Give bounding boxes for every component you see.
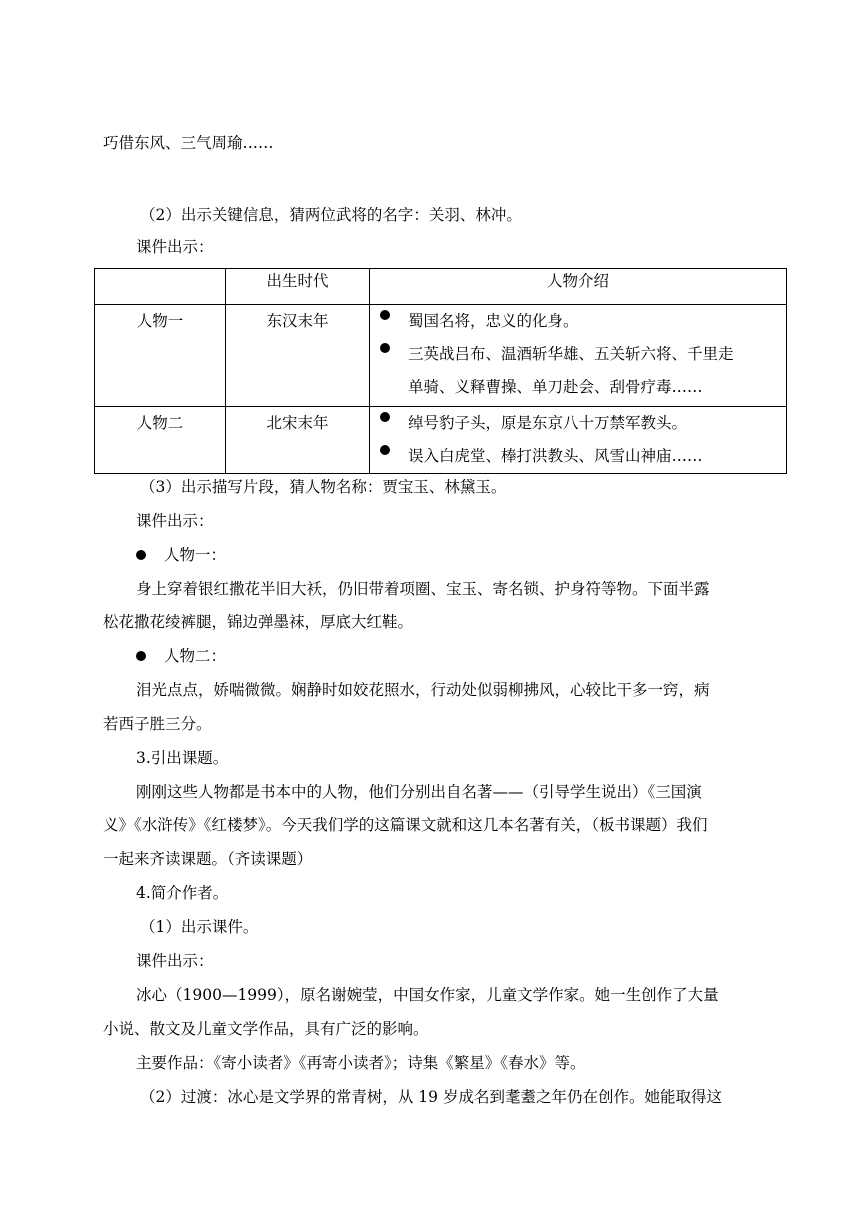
bullet-icon: [380, 412, 390, 422]
bullet-text: 绰号豹子头，原是东京八十万禁军教头。: [408, 414, 688, 432]
bullet-text: 误入白虎堂、棒打洪教头、风雪山神庙……: [408, 447, 703, 465]
section-heading: 4.简介作者。: [136, 884, 229, 902]
birth-era: 东汉末年: [266, 312, 329, 330]
character-name: 人物一: [136, 312, 184, 330]
bullet-icon: [136, 550, 146, 560]
bullet-text: 人物二：: [164, 647, 227, 665]
paragraph-line: 冰心（1900—1999），原名谢婉莹，中国女作家，儿童文学作家。她一生创作了大量: [136, 986, 719, 1004]
paragraph-line: （1）出示课件。: [140, 918, 259, 936]
table-cell: [370, 407, 787, 474]
table-cell: [226, 407, 370, 474]
table-header-cell: 出生时代: [226, 269, 370, 305]
paragraph-line: 巧借东风、三气周瑜……: [103, 134, 274, 152]
paragraph-line: 义》《水浒传》《红楼梦》。今天我们学的这篇课文就和这几本名著有关，（板书课题）我们: [103, 816, 708, 834]
table-row: [95, 407, 787, 474]
bullet-text: 单骑、义释曹操、单刀赴会、刮骨疗毒……: [408, 378, 703, 396]
list-item: [370, 305, 786, 338]
list-item: [370, 338, 786, 371]
paragraph-line: 课件出示：: [136, 512, 214, 530]
paragraph-line: 泪光点点，娇喘微微。娴静时如姣花照水，行动处似弱柳拂风，心较比干多一窍，病: [136, 681, 710, 699]
paragraph-line: 若西子胜三分。: [103, 715, 212, 733]
table-cell: [370, 305, 787, 407]
paragraph-line: 课件出示：: [136, 238, 214, 256]
paragraph-line: 刚刚这些人物都是书本中的人物，他们分别出自名著——（引导学生说出）《三国演: [136, 783, 702, 801]
bullet-icon: [380, 310, 390, 320]
paragraph-line: （2）出示关键信息，猜两位武将的名字：关羽、林冲。: [140, 206, 522, 224]
list-item: [370, 440, 786, 473]
bullet-heading: [136, 646, 226, 666]
bullet-text: 人物一：: [164, 546, 227, 564]
table-cell: [95, 305, 226, 407]
table-cell: [95, 407, 226, 474]
table-cell: [226, 305, 370, 407]
table-header-cell: 人物介绍: [370, 269, 787, 305]
table-header-row: [95, 269, 787, 305]
paragraph-line: 身上穿着银红撒花半旧大袄，仍旧带着项圈、宝玉、寄名锁、护身符等物。下面半露: [136, 580, 710, 598]
bullet-icon: [136, 651, 146, 661]
birth-era: 北宋末年: [266, 414, 329, 432]
bullet-text: 蜀国名将，忠义的化身。: [408, 312, 579, 330]
paragraph-line: （3）出示描写片段，猜人物名称：贾宝玉、林黛玉。: [140, 478, 507, 496]
bullet-heading: [136, 545, 226, 565]
list-item: [370, 407, 786, 440]
paragraph-line: 小说、散文及儿童文学作品，具有广泛的影响。: [103, 1020, 429, 1038]
character-name: 人物二: [136, 414, 184, 432]
paragraph-line: 课件出示：: [136, 952, 214, 970]
bullet-icon: [380, 343, 390, 353]
paragraph-line: （2）过渡：冰心是文学界的常青树，从 19 岁成名到耄耋之年仍在创作。她能取得这: [140, 1088, 722, 1106]
table-header-cell: [95, 269, 226, 305]
paragraph-line: 一起来齐读课题。（齐读课题）: [103, 850, 313, 868]
list-item-continuation: [370, 371, 786, 403]
character-table: [94, 268, 787, 474]
bullet-icon: [380, 445, 390, 455]
bullet-text: 三英战吕布、温酒斩华雄、五关斩六将、千里走: [408, 345, 734, 363]
table-row: [95, 305, 787, 407]
paragraph-line: 松花撒花绫裤腿，锦边弹墨袜，厚底大红鞋。: [103, 613, 414, 631]
section-heading: 3.引出课题。: [136, 749, 229, 767]
paragraph-line: 主要作品：《寄小读者》《再寄小读者》；诗集《繁星》《春水》等。: [136, 1054, 586, 1072]
